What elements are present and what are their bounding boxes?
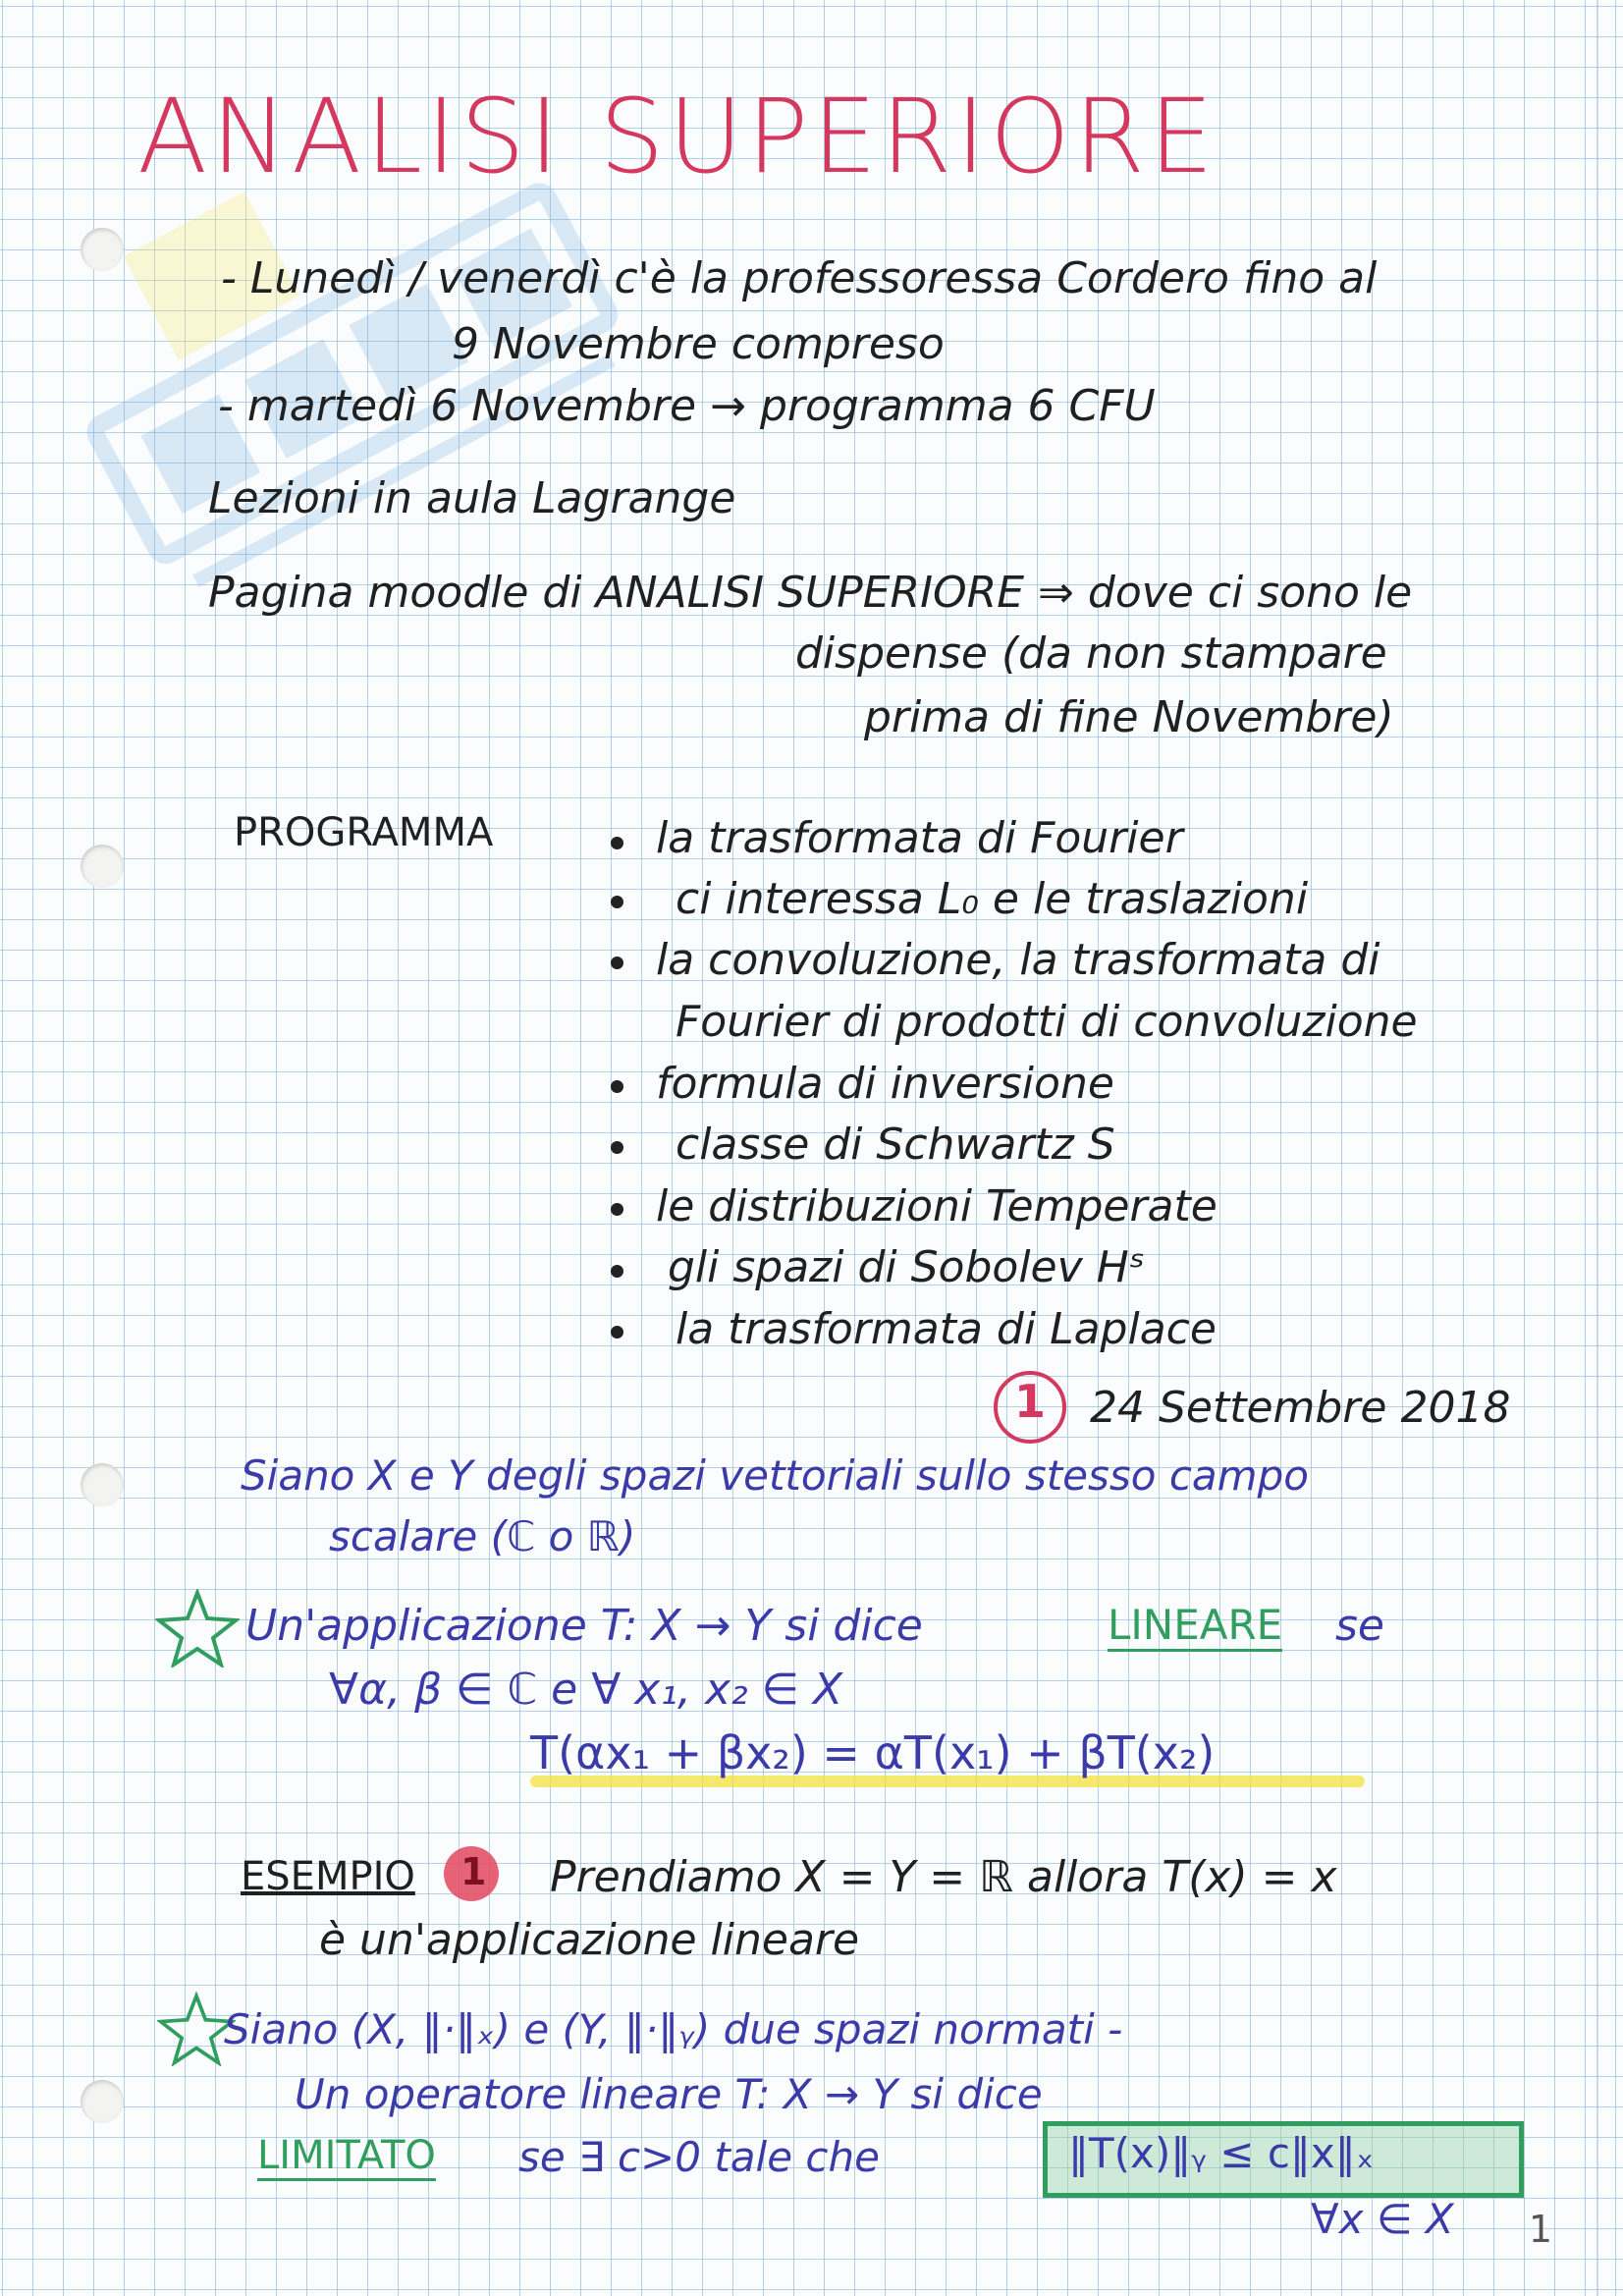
bullet-icon [611, 1141, 623, 1154]
body-line: è un'applicazione lineare [319, 1915, 860, 1965]
programma-heading: PROGRAMMA [234, 810, 494, 855]
margin-line-right [1596, 0, 1598, 2296]
page-title: ANALISI SUPERIORE [137, 77, 1217, 196]
binder-hole [81, 2080, 124, 2123]
note-line: 9 Novembre compreso [452, 319, 945, 369]
body-line: ∀α, β ∈ ℂ e ∀ x₁, x₂ ∈ X [329, 1665, 843, 1715]
page-number: 1 [1528, 2208, 1552, 2251]
body-line: Un'applicazione T: X → Y si dice [245, 1601, 923, 1651]
bullet-icon [611, 1080, 623, 1093]
bullet-icon [611, 896, 623, 908]
lesson-date: 24 Settembre 2018 [1090, 1383, 1511, 1433]
keyword-limitato: LIMITATO [257, 2133, 436, 2181]
keyword-lineare: LINEARE [1108, 1601, 1282, 1652]
body-line: Siano (X, ‖·‖ₓ) e (Y, ‖·‖ᵧ) due spazi normati - [224, 2005, 1123, 2053]
star-icon [155, 1589, 240, 1667]
programma-item: le distribuzioni Temperate [656, 1181, 1217, 1231]
note-line: Lezioni in aula Lagrange [208, 473, 736, 523]
example-label: ESEMPIO [241, 1854, 415, 1899]
programma-item: gli spazi di Sobolev Hˢ [668, 1242, 1146, 1292]
binder-hole [81, 845, 124, 888]
bullet-icon [611, 1326, 623, 1339]
body-line: scalare (ℂ o ℝ) [329, 1512, 636, 1560]
programma-item: Fourier di prodotti di convoluzione [676, 997, 1418, 1047]
body-line: Prendiamo X = Y = ℝ allora T(x) = x [550, 1852, 1337, 1902]
note-line: prima di fine Novembre) [864, 692, 1394, 742]
lesson-number: 1 [1014, 1375, 1047, 1428]
bullet-icon [611, 1265, 623, 1278]
bullet-icon [611, 957, 623, 969]
binder-hole [81, 1463, 124, 1506]
formula-linear: T(αx₁ + βx₂) = αT(x₁) + βT(x₂) [530, 1726, 1216, 1779]
formula-bounded: ‖T(x)‖ᵧ ≤ c‖x‖ₓ [1068, 2129, 1375, 2177]
example-number: 1 [460, 1850, 487, 1893]
body-line: Un operatore lineare T: X → Y si dice [295, 2070, 1043, 2118]
programma-item: la trasformata di Fourier [656, 813, 1183, 863]
note-line: - martedì 6 Novembre → programma 6 CFU [218, 381, 1156, 431]
programma-item: formula di inversione [656, 1059, 1114, 1109]
note-line: Pagina moodle di ANALISI SUPERIORE ⇒ dove ci sono le [208, 568, 1413, 618]
bullet-icon [611, 837, 623, 849]
programma-item: classe di Schwartz S [676, 1120, 1115, 1170]
note-line: dispense (da non stampare [795, 629, 1387, 679]
body-line: Siano X e Y degli spazi vettoriali sullo stesso campo [241, 1451, 1309, 1500]
body-line: ∀x ∈ X [1311, 2195, 1454, 2243]
programma-item: ci interessa L₀ e le traslazioni [676, 874, 1309, 924]
note-line: - Lunedì / venerdì c'è la professoressa Cordero fino al [221, 253, 1378, 303]
body-line: se ∃ c>0 tale che [518, 2133, 880, 2181]
body-line: se [1335, 1601, 1384, 1651]
programma-item: la convoluzione, la trasformata di [656, 935, 1380, 985]
bullet-icon [611, 1203, 623, 1216]
programma-item: la trasformata di Laplace [676, 1304, 1217, 1354]
